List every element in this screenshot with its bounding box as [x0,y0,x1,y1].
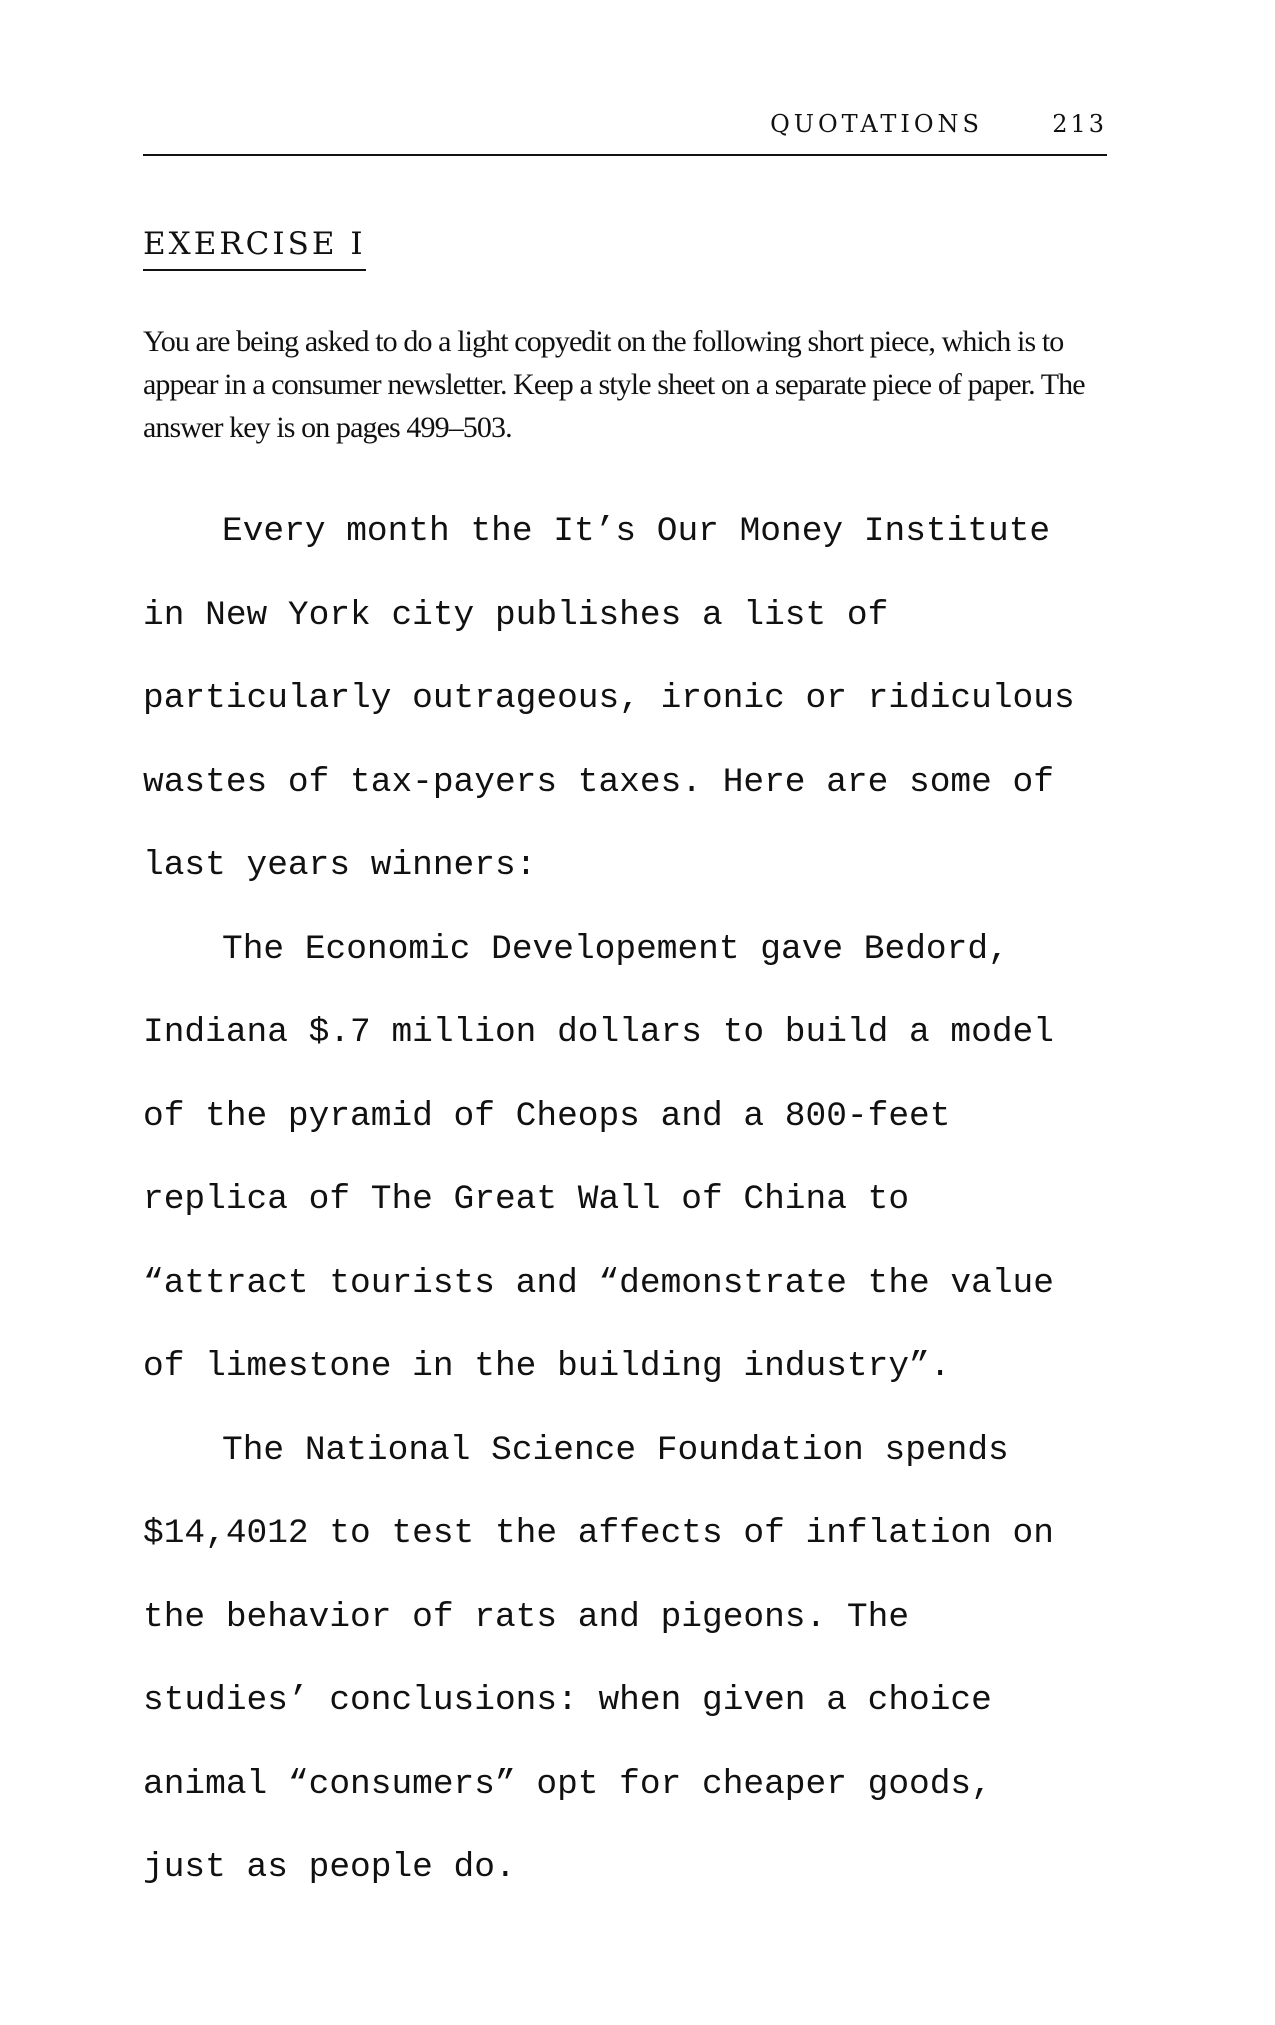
manuscript-line: just as people do. [143,1848,516,1887]
manuscript-line: Every month the It’s Our Money Institute [222,512,1051,551]
manuscript-line: the behavior of rats and pigeons. The [143,1597,910,1637]
manuscript-text [143,490,1143,1910]
running-title: QUOTATIONS [770,110,983,138]
manuscript-line: in New York city publishes a list of [143,595,889,635]
manuscript-line: $14,4012 to test the affects of inflation on [143,1514,1054,1553]
manuscript-line: studies’ conclusions: when given a choice [143,1681,992,1720]
page-number: 213 [1052,110,1107,138]
manuscript-line: last years winners: [143,846,537,885]
manuscript-line: Indiana $.7 million dollars to build a model [143,1013,1054,1052]
manuscript-line: replica of The Great Wall of China to [143,1180,910,1219]
manuscript-line: The Economic Developement gave Bedord, [222,929,1009,969]
manuscript-line: of limestone in the building industry”. [143,1347,951,1386]
manuscript-line: The National Science Foundation spends [222,1430,1009,1470]
manuscript-line: animal “consumers” opt for cheaper goods, [143,1764,992,1804]
exercise-instructions: You are being asked to do a light copyedit on the following short piece, which is to appear in a consumer newsletter. Keep a style sheet on a separate piece of paper. The answer key is on pages 499–503. [143,325,1085,444]
manuscript-line: “attract tourists and “demonstrate the value [143,1263,1054,1303]
exercise-heading: EXERCISE I [143,224,366,271]
manuscript-line: particularly outrageous, ironic or ridiculous [143,679,1075,718]
manuscript-line: wastes of tax-payers taxes. Here are some of [143,762,1054,802]
running-header [143,108,1107,156]
manuscript-line: of the pyramid of Cheops and a 800-feet [143,1096,951,1136]
